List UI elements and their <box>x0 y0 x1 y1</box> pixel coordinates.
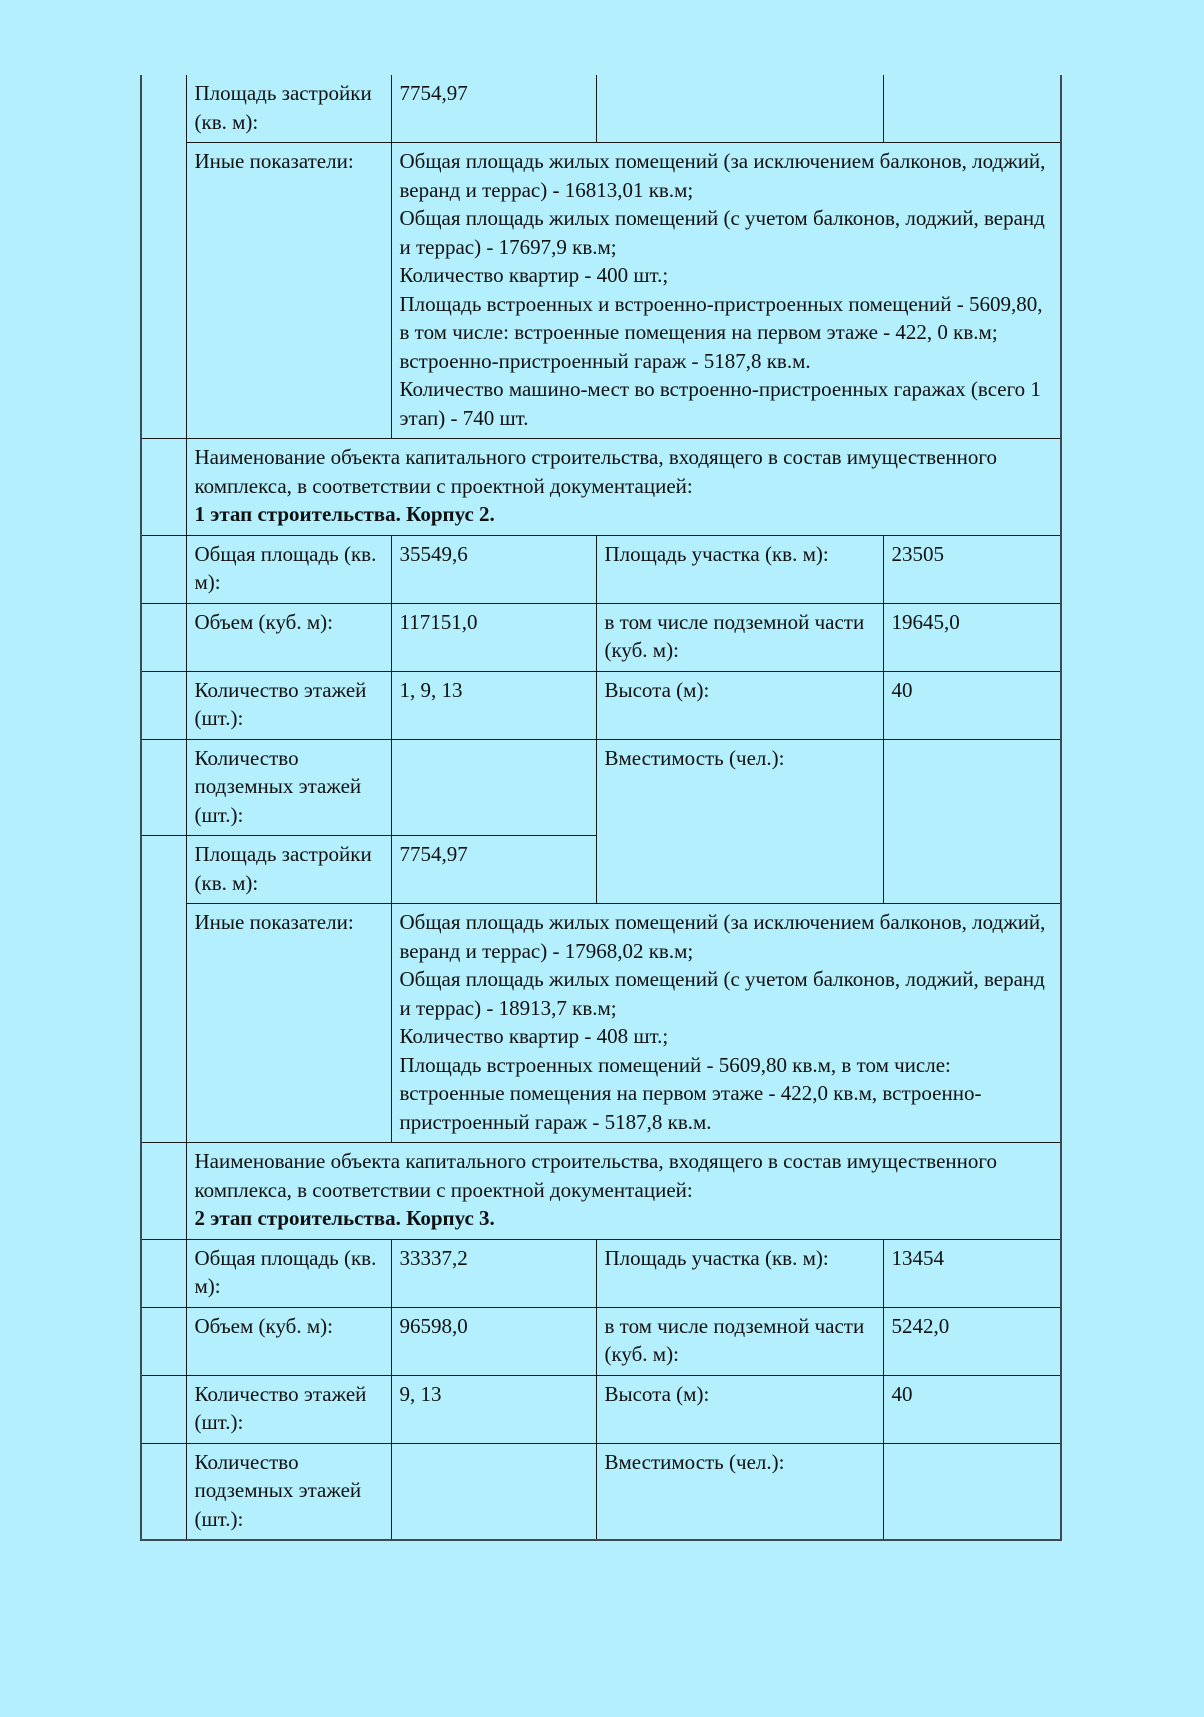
index-cell <box>141 671 186 739</box>
table-row-underground-floors <box>141 1443 1061 1540</box>
index-cell <box>141 1443 186 1540</box>
other-indicators-label: Иные показатели: <box>186 904 391 1143</box>
indicator-line: Площадь встроенных и встроенно-пристроенных помещений - 5609,80, в том числе: встроенные помещения на первом этаже - 422, 0 кв.м; встроенно-пристроенный гараж - 5187,8 кв.м. <box>399 291 1043 373</box>
indicator-line: Общая площадь жилых помещений (с учетом балконов, лоджий, веранд и террас) - 18913,7 кв.м; <box>399 967 1045 1020</box>
height-value: 40 <box>883 671 1061 739</box>
plot-area-label: Площадь участка (кв. м): <box>596 1239 883 1307</box>
volume-label: Объем (куб. м): <box>186 603 391 671</box>
underground-floors-label: Количество подземных этажей (шт.): <box>186 1443 391 1540</box>
floors-value: 1, 9, 13 <box>391 671 596 739</box>
index-cell <box>141 1239 186 1307</box>
section-header-row <box>141 439 1061 536</box>
underground-volume-value: 19645,0 <box>883 603 1061 671</box>
indicator-line: Количество машино-мест во встроенно-пристроенных гаражах (всего 1 этап) - 740 шт. <box>399 377 1041 430</box>
table-row-underground-floors <box>141 739 1061 836</box>
table-row-total-area <box>141 1239 1061 1307</box>
height-value: 40 <box>883 1375 1061 1443</box>
total-area-label: Общая площадь (кв. м): <box>186 535 391 603</box>
floors-value: 9, 13 <box>391 1375 596 1443</box>
document-page <box>140 75 1060 1541</box>
index-cell <box>141 836 186 1143</box>
volume-value: 117151,0 <box>391 603 596 671</box>
table-row-floors <box>141 671 1061 739</box>
index-cell <box>141 75 186 439</box>
index-cell <box>141 1307 186 1375</box>
construction-object-table <box>140 75 1062 1541</box>
indicator-line: Площадь встроенных помещений - 5609,80 кв.м, в том числе: встроенные помещения на первом этаже - 422,0 кв.м, встроенно-пристроенный гараж - 5187,8 кв.м. <box>399 1052 982 1134</box>
capacity-label: Вместимость (чел.): <box>596 739 883 904</box>
index-cell <box>141 439 186 536</box>
total-area-label: Общая площадь (кв. м): <box>186 1239 391 1307</box>
index-cell <box>141 603 186 671</box>
table-row-volume <box>141 1307 1061 1375</box>
floors-label: Количество этажей (шт.): <box>186 671 391 739</box>
section-header-text: Наименование объекта капитального строительства, входящего в состав имущественного комплекса, в соответствии с проектной документацией: <box>194 445 997 498</box>
underground-volume-value: 5242,0 <box>883 1307 1061 1375</box>
height-label: Высота (м): <box>596 671 883 739</box>
total-area-value: 35549,6 <box>391 535 596 603</box>
section-header <box>186 1143 1061 1240</box>
underground-floors-value <box>391 739 596 836</box>
other-indicators-value <box>391 904 1061 1143</box>
floors-label: Количество этажей (шт.): <box>186 1375 391 1443</box>
indicator-line: Общая площадь жилых помещений (с учетом балконов, лоджий, веранд и террас) - 17697,9 кв.м; <box>399 206 1045 259</box>
plot-area-value: 13454 <box>883 1239 1061 1307</box>
underground-floors-label: Количество подземных этажей (шт.): <box>186 739 391 836</box>
building-area-label: Площадь застройки (кв. м): <box>186 75 391 143</box>
indicator-line: Общая площадь жилых помещений (за исключением балконов, лоджий, веранд и террас) - 17968,02 кв.м; <box>399 910 1046 963</box>
plot-area-label: Площадь участка (кв. м): <box>596 535 883 603</box>
underground-volume-label: в том числе подземной части (куб. м): <box>596 603 883 671</box>
indicator-line: Общая площадь жилых помещений (за исключением балконов, лоджий, веранд и террас) - 16813,01 кв.м; <box>399 149 1046 202</box>
capacity-label: Вместимость (чел.): <box>596 1443 883 1540</box>
capacity-value <box>883 1443 1061 1540</box>
index-cell <box>141 1375 186 1443</box>
table-row-other-indicators <box>141 143 1061 439</box>
index-cell <box>141 535 186 603</box>
table-row-total-area <box>141 535 1061 603</box>
indicator-line: Количество квартир - 400 шт.; <box>399 263 669 287</box>
underground-volume-label: в том числе подземной части (куб. м): <box>596 1307 883 1375</box>
section-header <box>186 439 1061 536</box>
underground-floors-value <box>391 1443 596 1540</box>
volume-value: 96598,0 <box>391 1307 596 1375</box>
building-area-value: 7754,97 <box>391 836 596 904</box>
section-title: 1 этап строительства. Корпус 2. <box>194 502 495 526</box>
table-row-building-area <box>141 75 1061 143</box>
index-cell <box>141 739 186 836</box>
total-area-value: 33337,2 <box>391 1239 596 1307</box>
empty-cell <box>596 75 883 143</box>
table-row-floors <box>141 1375 1061 1443</box>
height-label: Высота (м): <box>596 1375 883 1443</box>
table-row-volume <box>141 603 1061 671</box>
building-area-label: Площадь застройки (кв. м): <box>186 836 391 904</box>
plot-area-value: 23505 <box>883 535 1061 603</box>
indicator-line: Количество квартир - 408 шт.; <box>399 1024 669 1048</box>
other-indicators-label: Иные показатели: <box>186 143 391 439</box>
empty-cell <box>883 75 1061 143</box>
table-row-other-indicators <box>141 904 1061 1143</box>
volume-label: Объем (куб. м): <box>186 1307 391 1375</box>
section-title: 2 этап строительства. Корпус 3. <box>194 1206 495 1230</box>
capacity-value <box>883 739 1061 904</box>
section-header-row <box>141 1143 1061 1240</box>
section-header-text: Наименование объекта капитального строительства, входящего в состав имущественного комплекса, в соответствии с проектной документацией: <box>194 1149 997 1202</box>
other-indicators-value <box>391 143 1061 439</box>
index-cell <box>141 1143 186 1240</box>
building-area-value: 7754,97 <box>391 75 596 143</box>
